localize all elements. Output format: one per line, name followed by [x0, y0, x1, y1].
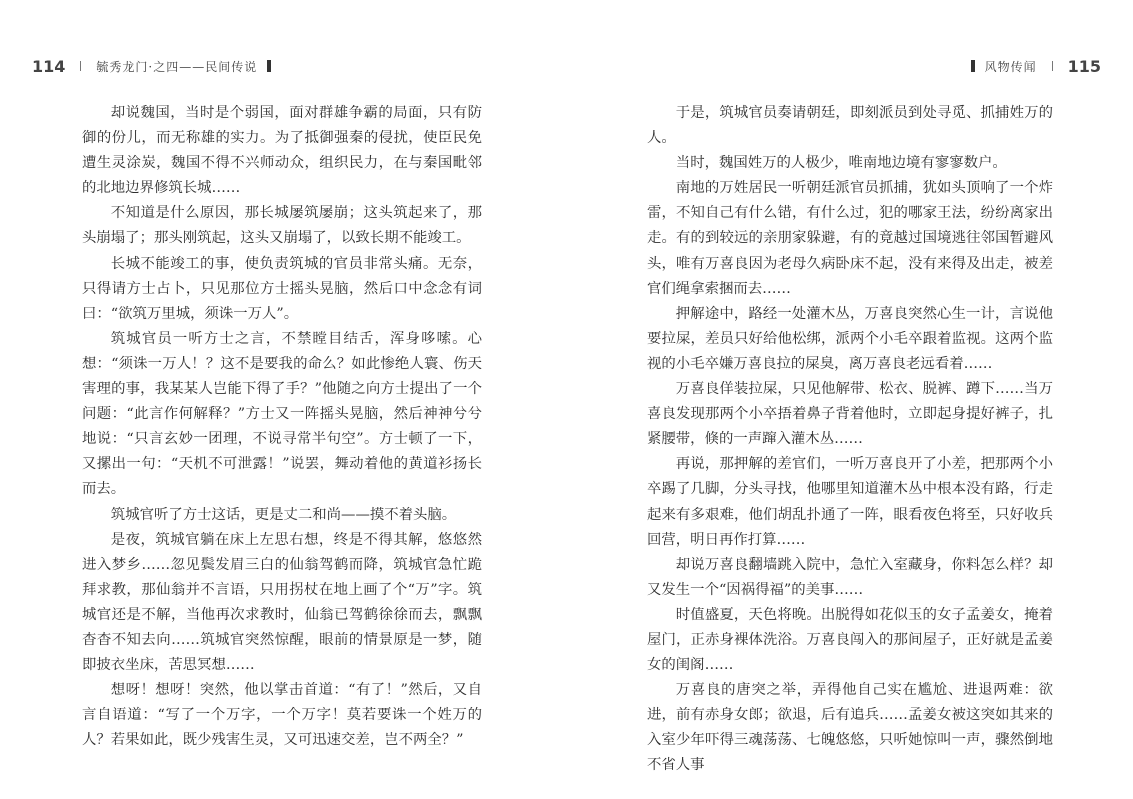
header-bar-mark — [267, 60, 271, 72]
header-separator — [1052, 61, 1053, 71]
paragraph: 筑城官员一听方士之言，不禁瞠目结舌，浑身哆嗦。心想：“须诛一万人！？这不是要我的命么？如此惨绝人寰、伤天害理的事，我某某人岂能下得了手？”他随之向方士提出了一个问题：“此言作何解释？”方士又一阵摇头晃脑，然后神神兮兮地说：“只言玄妙一团理，不说寻常半句空”。方士顿了一下，又摞出一句：“天机不可泄露！”说罢，舞动着他的黄道衫扬长而去。 — [82, 330, 482, 498]
paragraph: 长城不能竣工的事，使负责筑城的官员非常头痛。无奈，只得请方士占卜，只见那位方士摇头晃脑，然后口中念念有词曰：“欲筑万里城，须诛一万人”。 — [82, 255, 482, 322]
paragraph: 筑城官听了方士这话，更是丈二和尚——摸不着头脑。 — [110, 506, 457, 523]
right-page-header — [961, 54, 1101, 78]
paragraph: 押解途中，路经一处灌木丛，万喜良突然心生一计，言说他要拉屎，差员只好给他松绑，派两个小毛卒跟着监视。这两个监视的小毛卒嫌万喜良拉的屎臭，离万喜良老远看着…… — [647, 305, 1053, 372]
paragraph: 却说魏国，当时是个弱国，面对群雄争霸的局面，只有防御的份儿，而无称雄的实力。为了抵御强秦的侵扰，使臣民免遭生灵涂炭，魏国不得不兴师动众，组织民力，在与秦国毗邻的北地边界修筑长城…… — [82, 105, 482, 197]
right-running-head: 风物传闻 — [984, 59, 1037, 74]
header-bar-mark — [971, 60, 975, 72]
left-page-number: 114 — [32, 56, 66, 76]
left-running-head: 毓秀龙门·之四——民间传说 — [96, 59, 258, 74]
right-page — [567, 0, 1133, 799]
header-separator — [80, 61, 81, 71]
right-page-number: 115 — [1067, 56, 1101, 76]
left-page — [0, 0, 566, 799]
paragraph: 当时，魏国姓万的人极少，唯南地边境有寥寥数户。 — [675, 155, 1007, 172]
paragraph: 是夜，筑城官躺在床上左思右想，终是不得其解，悠悠然进入梦乡……忽见鬓发眉三白的仙翁驾鹤而降，筑城官急忙跪拜求教，那仙翁并不言语，只用拐杖在地上画了个“万”字。筑城官还是不解，当他再次求教时，仙翁已驾鹤徐徐而去，飘飘杳杳不知去向……筑城官突然惊醒，眼前的情景原是一梦，随即披衣坐床，苦思冥想…… — [82, 531, 482, 674]
paragraph: 时值盛夏，天色将晚。出脱得如花似玉的女子孟姜女，掩着屋门，正赤身裸体洗浴。万喜良闯入的那间屋子，正好就是孟姜女的闺阁…… — [647, 606, 1053, 674]
left-page-body — [82, 101, 482, 753]
paragraph: 于是，筑城官员奏请朝廷，即刻派员到处寻觅、抓捕姓万的人。 — [647, 105, 1053, 147]
paragraph: 万喜良的唐突之举，弄得他自己实在尴尬、进退两难：欲进，前有赤身女郎；欲退，后有追兵……孟姜女被这突如其来的入室少年吓得三魂荡荡、七魄悠悠，只听她惊叫一声，骤然倒地不省人事 — [647, 682, 1053, 774]
paragraph: 想呀！想呀！突然，他以掌击首道：“有了！”然后，又自言自语道：“写了一个万字，一个万字！莫若要诛一个姓万的人？若果如此，既少残害生灵，又可迅速交差，岂不两全？” — [82, 682, 482, 749]
paragraph: 再说，那押解的差官们，一听万喜良开了小差，把那两个小卒踢了几脚，分头寻找，他哪里知道灌木丛中根本没有路，行走起来有多艰难，他们胡乱扑通了一阵，眼看夜色将至，只好收兵回营，明日再作打算…… — [647, 456, 1053, 548]
paragraph: 万喜良佯装拉屎，只见他解带、松衣、脱裤、蹲下……当万喜良发现那两个小卒捂着鼻子背着他时，立即起身提好裤子，扎紧腰带，倏的一声蹿入灌木丛…… — [647, 381, 1053, 448]
paragraph: 南地的万姓居民一听朝廷派官员抓捕，犹如头顶响了一个炸雷，不知自己有什么错，有什么过，犯的哪家王法，纷纷离家出走。有的到较远的亲朋家躲避，有的竟越过国境逃往邻国暂避风头，唯有万喜良因为老母久病卧床不起，没有来得及出走，被差官们绳拿索捆而去…… — [647, 180, 1053, 297]
paragraph: 不知道是什么原因，那长城屡筑屡崩；这头筑起来了，那头崩塌了；那头刚筑起，这头又崩塌了，以致长期不能竣工。 — [82, 205, 482, 247]
paragraph: 却说万喜良翻墙跳入院中，急忙入室藏身，你料怎么样？却又发生一个“因祸得福”的美事…… — [647, 556, 1053, 598]
right-page-body — [647, 101, 1053, 779]
left-page-header — [32, 54, 281, 78]
